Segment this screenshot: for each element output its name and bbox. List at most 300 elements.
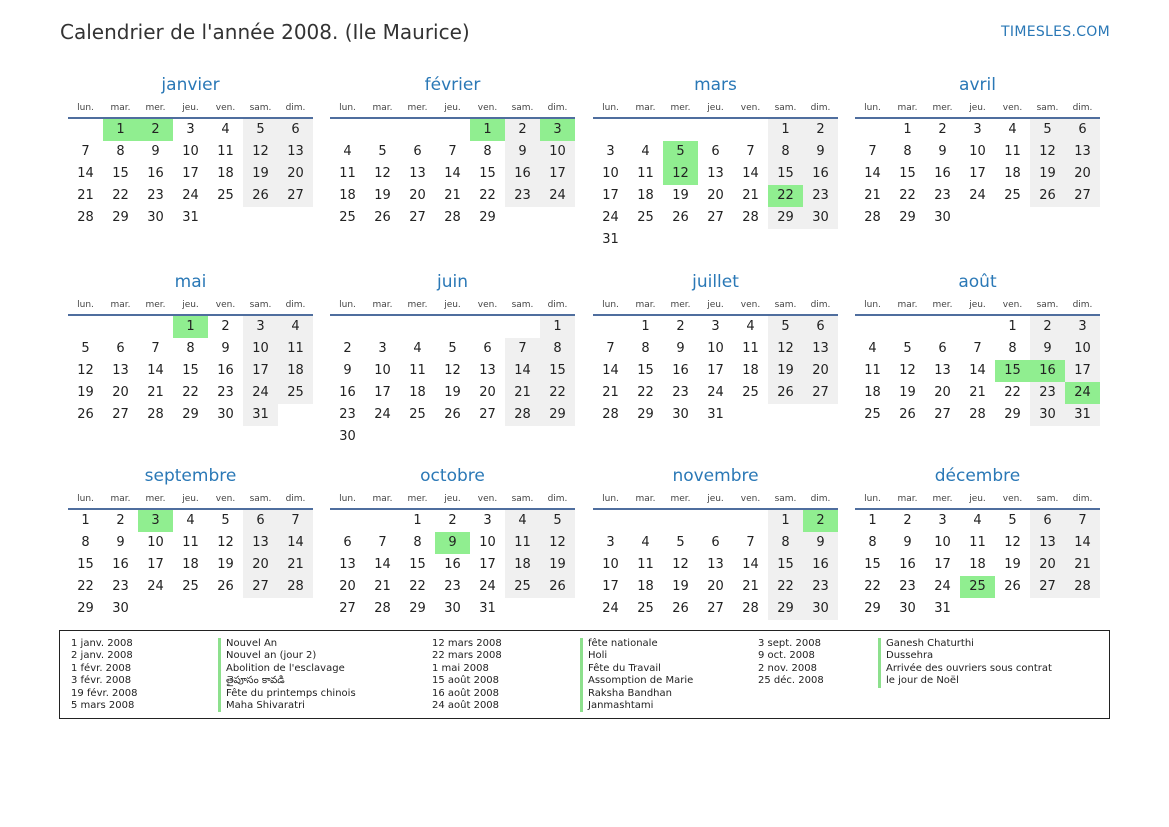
day-cell: 28 (1065, 576, 1100, 598)
empty-cell (435, 316, 470, 338)
day-cell: 30 (1030, 404, 1065, 426)
day-cell: 17 (182, 166, 199, 181)
day-cell: 3 (378, 341, 387, 356)
day-cell: 6 (278, 119, 313, 141)
day-grid (330, 510, 575, 620)
day-cell: 22 (112, 188, 129, 203)
day-cell: 14 (1065, 532, 1100, 554)
empty-cell (960, 316, 995, 338)
day-cell: 20 (339, 579, 356, 594)
weekday-label: ven. (477, 494, 498, 504)
weekday-header (855, 490, 1100, 510)
legend-date: 25 déc. 2008 (758, 675, 824, 687)
day-cell: 12 (1004, 535, 1021, 550)
day-cell: 31 (479, 601, 496, 616)
weekday-label: sam. (1036, 494, 1059, 504)
day-cell: 11 (278, 338, 313, 360)
weekday-header (330, 99, 575, 119)
day-cell: 21 (147, 385, 164, 400)
empty-cell (400, 316, 435, 338)
day-grid (68, 316, 313, 426)
weekday-label: sam. (1036, 300, 1059, 310)
weekday-header (68, 296, 313, 316)
day-cell: 3 (483, 513, 492, 528)
day-cell: 20 (707, 188, 724, 203)
day-cell: 28 (864, 210, 881, 225)
day-cell: 3 (711, 319, 720, 334)
day-cell: 8 (413, 535, 422, 550)
day-cell: 1 (768, 119, 803, 141)
day-cell: 9 (803, 141, 838, 163)
weekday-header (330, 490, 575, 510)
page-title: Calendrier de l'année 2008. (Ile Maurice) (60, 20, 470, 44)
day-cell: 2 (903, 513, 912, 528)
weekday-label: jeu. (969, 103, 986, 113)
legend-date: 1 févr. 2008 (71, 662, 132, 674)
weekday-label: lun. (77, 103, 94, 113)
empty-cell (698, 510, 733, 532)
weekday-label: sam. (511, 300, 534, 310)
holiday-day: 1 (173, 316, 208, 338)
day-cell: 14 (278, 532, 313, 554)
holiday-day: 9 (435, 532, 470, 554)
day-cell: 19 (1004, 557, 1021, 572)
legend-holiday-name: fête nationale (580, 638, 693, 650)
day-cell: 7 (278, 510, 313, 532)
day-cell: 9 (505, 141, 540, 163)
empty-cell (400, 119, 435, 141)
weekday-label: sam. (511, 494, 534, 504)
legend-dates-column (71, 638, 138, 712)
day-cell: 30 (112, 601, 129, 616)
day-cell: 4 (505, 510, 540, 532)
day-cell: 8 (116, 144, 125, 159)
day-cell: 31 (243, 404, 278, 426)
day-cell: 9 (221, 341, 230, 356)
empty-cell (505, 316, 540, 338)
weekday-label: ven. (215, 300, 236, 310)
day-cell: 10 (540, 141, 575, 163)
day-cell: 7 (378, 535, 387, 550)
day-cell: 23 (217, 385, 234, 400)
day-cell: 16 (339, 385, 356, 400)
weekday-header (855, 296, 1100, 316)
day-cell: 2 (448, 513, 457, 528)
day-cell: 21 (505, 382, 540, 404)
day-cell: 10 (934, 535, 951, 550)
day-cell: 8 (768, 141, 803, 163)
legend-holiday-name: Maha Shivaratri (218, 700, 356, 712)
day-cell: 4 (343, 144, 352, 159)
site-logo-link[interactable]: TIMESLES.COM (1001, 24, 1110, 40)
legend-date: 22 mars 2008 (432, 650, 502, 662)
day-cell: 24 (540, 185, 575, 207)
weekday-label: dim. (1072, 300, 1093, 310)
day-cell: 14 (864, 166, 881, 181)
legend-date: 5 mars 2008 (71, 699, 135, 711)
day-cell: 18 (637, 579, 654, 594)
day-cell: 9 (1030, 338, 1065, 360)
weekday-label: dim. (810, 494, 831, 504)
day-cell: 1 (81, 513, 90, 528)
day-cell: 7 (1065, 510, 1100, 532)
empty-cell (593, 510, 628, 532)
day-cell: 23 (934, 188, 951, 203)
day-cell: 28 (742, 601, 759, 616)
weekday-label: dim. (1072, 103, 1093, 113)
day-cell: 24 (707, 385, 724, 400)
day-cell: 7 (746, 144, 755, 159)
day-cell: 17 (147, 557, 164, 572)
day-cell: 18 (339, 188, 356, 203)
legend-date: 1 mai 2008 (432, 662, 489, 674)
empty-cell (365, 119, 400, 141)
day-cell: 3 (938, 513, 947, 528)
day-cell: 24 (602, 601, 619, 616)
empty-cell (593, 316, 628, 338)
day-cell: 23 (899, 579, 916, 594)
day-cell: 3 (1065, 316, 1100, 338)
day-cell: 16 (444, 557, 461, 572)
day-cell: 18 (409, 385, 426, 400)
month-11 (593, 462, 838, 620)
weekday-label: lun. (864, 300, 881, 310)
day-cell: 11 (339, 166, 356, 181)
day-cell: 17 (374, 385, 391, 400)
empty-cell (855, 316, 890, 338)
day-cell: 15 (182, 363, 199, 378)
day-cell: 12 (540, 532, 575, 554)
holiday-day: 22 (768, 185, 803, 207)
weekday-label: jeu. (707, 494, 724, 504)
legend-holiday-name: Nouvel An (218, 638, 356, 650)
weekday-label: ven. (477, 300, 498, 310)
day-cell: 4 (641, 535, 650, 550)
day-cell: 4 (278, 316, 313, 338)
day-cell: 24 (479, 579, 496, 594)
day-cell: 8 (768, 532, 803, 554)
weekday-label: lun. (339, 494, 356, 504)
day-cell: 30 (803, 598, 838, 620)
legend-date: 3 févr. 2008 (71, 675, 132, 687)
day-cell: 5 (1030, 119, 1065, 141)
day-cell: 21 (278, 554, 313, 576)
weekday-header (68, 490, 313, 510)
day-cell: 12 (768, 338, 803, 360)
day-cell: 2 (938, 122, 947, 137)
day-cell: 12 (672, 557, 689, 572)
day-cell: 24 (602, 210, 619, 225)
day-cell: 21 (374, 579, 391, 594)
empty-cell (435, 119, 470, 141)
day-cell: 19 (899, 385, 916, 400)
day-cell: 17 (479, 557, 496, 572)
day-cell: 8 (868, 535, 877, 550)
day-grid (330, 119, 575, 229)
day-cell: 14 (374, 557, 391, 572)
weekday-label: mar. (897, 494, 918, 504)
day-cell: 10 (479, 535, 496, 550)
day-cell: 16 (672, 363, 689, 378)
day-cell: 5 (448, 341, 457, 356)
empty-cell (330, 316, 365, 338)
weekday-label: lun. (77, 300, 94, 310)
day-cell: 21 (742, 188, 759, 203)
day-cell: 31 (182, 210, 199, 225)
empty-cell (733, 510, 768, 532)
day-cell: 20 (803, 360, 838, 382)
month-7 (593, 268, 838, 426)
day-cell: 6 (1030, 510, 1065, 532)
holiday-day: 1 (103, 119, 138, 141)
legend-holiday-name: Arrivée des ouvriers sous contrat (878, 663, 1052, 675)
day-cell: 19 (540, 554, 575, 576)
day-cell: 22 (77, 579, 94, 594)
day-cell: 22 (409, 579, 426, 594)
month-5 (68, 268, 313, 426)
day-cell: 11 (182, 535, 199, 550)
day-cell: 2 (1030, 316, 1065, 338)
day-cell: 24 (147, 579, 164, 594)
day-cell: 23 (444, 579, 461, 594)
legend-holiday-name: le jour de Noël (878, 675, 1052, 687)
day-cell: 28 (505, 404, 540, 426)
day-cell: 25 (339, 210, 356, 225)
weekday-label: dim. (285, 494, 306, 504)
day-cell: 29 (864, 601, 881, 616)
day-cell: 17 (602, 579, 619, 594)
day-cell: 9 (343, 363, 352, 378)
day-cell: 13 (1065, 141, 1100, 163)
weekday-label: dim. (547, 494, 568, 504)
day-cell: 11 (505, 532, 540, 554)
weekday-label: ven. (215, 494, 236, 504)
day-cell: 26 (540, 576, 575, 598)
day-cell: 28 (742, 210, 759, 225)
weekday-label: ven. (740, 103, 761, 113)
day-cell: 22 (479, 188, 496, 203)
day-cell: 27 (1030, 576, 1065, 598)
day-cell: 17 (602, 188, 619, 203)
weekday-label: sam. (511, 103, 534, 113)
day-cell: 1 (540, 316, 575, 338)
day-cell: 30 (934, 210, 951, 225)
day-cell: 5 (903, 341, 912, 356)
legend-date: 1 janv. 2008 (71, 638, 133, 649)
month-1 (68, 71, 313, 229)
day-cell: 17 (707, 363, 724, 378)
day-cell: 13 (243, 532, 278, 554)
day-cell: 25 (864, 407, 881, 422)
day-cell: 25 (182, 579, 199, 594)
day-cell: 27 (934, 407, 951, 422)
day-cell: 11 (409, 363, 426, 378)
day-cell: 3 (243, 316, 278, 338)
day-cell: 21 (864, 188, 881, 203)
empty-cell (663, 510, 698, 532)
day-cell: 19 (444, 385, 461, 400)
empty-cell (925, 316, 960, 338)
day-cell: 15 (540, 360, 575, 382)
weekday-label: ven. (740, 494, 761, 504)
day-cell: 4 (221, 122, 230, 137)
month-name: décembre (934, 466, 1021, 486)
day-cell: 26 (444, 407, 461, 422)
day-cell: 17 (934, 557, 951, 572)
day-cell: 2 (676, 319, 685, 334)
holiday-day: 12 (663, 163, 698, 185)
day-cell: 8 (641, 341, 650, 356)
day-cell: 13 (707, 557, 724, 572)
weekday-label: mer. (407, 494, 428, 504)
day-cell: 30 (339, 429, 356, 444)
day-cell: 7 (973, 341, 982, 356)
day-cell: 14 (147, 363, 164, 378)
day-cell: 25 (217, 188, 234, 203)
day-cell: 23 (803, 185, 838, 207)
day-cell: 19 (1030, 163, 1065, 185)
weekday-label: mer. (670, 494, 691, 504)
month-name: octobre (420, 466, 485, 486)
weekday-label: mar. (635, 300, 656, 310)
legend-holiday-name: Janmashtami (580, 700, 693, 712)
day-cell: 22 (864, 579, 881, 594)
day-cell: 27 (707, 210, 724, 225)
day-cell: 5 (221, 513, 230, 528)
day-cell: 23 (803, 576, 838, 598)
day-cell: 13 (409, 166, 426, 181)
day-cell: 14 (77, 166, 94, 181)
day-cell: 3 (973, 122, 982, 137)
weekday-label: mer. (932, 103, 953, 113)
day-cell: 12 (243, 141, 278, 163)
legend-date: 12 mars 2008 (432, 638, 502, 649)
day-cell: 27 (707, 601, 724, 616)
day-cell: 20 (1030, 554, 1065, 576)
day-cell: 27 (479, 407, 496, 422)
day-cell: 25 (278, 382, 313, 404)
weekday-label: mer. (932, 494, 953, 504)
legend-dates-column (432, 638, 502, 712)
day-cell: 16 (803, 163, 838, 185)
day-cell: 18 (217, 166, 234, 181)
day-cell: 29 (112, 210, 129, 225)
weekday-label: sam. (774, 103, 797, 113)
day-cell: 7 (81, 144, 90, 159)
day-cell: 11 (637, 557, 654, 572)
day-cell: 13 (707, 166, 724, 181)
month-2 (330, 71, 575, 229)
weekday-label: dim. (810, 300, 831, 310)
day-cell: 27 (243, 576, 278, 598)
weekday-label: mer. (670, 103, 691, 113)
day-cell: 25 (505, 576, 540, 598)
legend-holiday-name: Abolition de l'esclavage (218, 663, 356, 675)
weekday-label: jeu. (182, 300, 199, 310)
day-cell: 24 (934, 579, 951, 594)
holiday-day: 5 (663, 141, 698, 163)
day-cell: 8 (186, 341, 195, 356)
day-cell: 24 (182, 188, 199, 203)
day-cell: 5 (243, 119, 278, 141)
weekday-label: sam. (774, 300, 797, 310)
month-name: septembre (144, 466, 237, 486)
day-cell: 18 (278, 360, 313, 382)
day-cell: 6 (343, 535, 352, 550)
legend-date: 3 sept. 2008 (758, 638, 821, 649)
day-cell: 22 (899, 188, 916, 203)
weekday-label: jeu. (707, 300, 724, 310)
day-cell: 29 (540, 404, 575, 426)
weekday-label: mar. (897, 300, 918, 310)
legend-names-column (218, 638, 356, 712)
day-cell: 8 (483, 144, 492, 159)
day-cell: 20 (1065, 163, 1100, 185)
day-cell: 29 (77, 601, 94, 616)
month-name: février (424, 75, 481, 95)
weekday-label: sam. (249, 103, 272, 113)
day-cell: 6 (413, 144, 422, 159)
day-cell: 7 (448, 144, 457, 159)
day-cell: 15 (899, 166, 916, 181)
empty-cell (68, 316, 103, 338)
day-cell: 22 (768, 576, 803, 598)
day-cell: 16 (934, 166, 951, 181)
day-cell: 23 (505, 185, 540, 207)
day-cell: 14 (742, 166, 759, 181)
holiday-day: 24 (1065, 382, 1100, 404)
month-3 (593, 71, 838, 251)
weekday-header (330, 296, 575, 316)
day-cell: 8 (540, 338, 575, 360)
holiday-day: 3 (540, 119, 575, 141)
day-grid (593, 316, 838, 426)
weekday-label: mer. (670, 300, 691, 310)
day-cell: 9 (116, 535, 125, 550)
empty-cell (698, 119, 733, 141)
day-cell: 23 (672, 385, 689, 400)
day-cell: 30 (672, 407, 689, 422)
month-8 (855, 268, 1100, 426)
day-cell: 1 (903, 122, 912, 137)
day-cell: 1 (1008, 319, 1017, 334)
day-cell: 26 (77, 407, 94, 422)
day-cell: 18 (864, 385, 881, 400)
weekday-label: sam. (249, 300, 272, 310)
day-cell: 14 (444, 166, 461, 181)
day-cell: 2 (803, 119, 838, 141)
day-cell: 29 (637, 407, 654, 422)
day-grid (68, 119, 313, 229)
day-cell: 5 (81, 341, 90, 356)
weekday-label: mer. (932, 300, 953, 310)
day-cell: 30 (899, 601, 916, 616)
weekday-label: lun. (602, 494, 619, 504)
day-cell: 11 (217, 144, 234, 159)
holiday-day: 3 (138, 510, 173, 532)
day-cell: 17 (243, 360, 278, 382)
day-cell: 31 (1065, 404, 1100, 426)
day-cell: 21 (1065, 554, 1100, 576)
day-cell: 12 (1030, 141, 1065, 163)
empty-cell (628, 510, 663, 532)
day-cell: 22 (1004, 385, 1021, 400)
weekday-label: lun. (339, 103, 356, 113)
month-name: août (958, 272, 997, 292)
weekday-label: lun. (602, 300, 619, 310)
weekday-label: ven. (1002, 103, 1023, 113)
empty-cell (628, 119, 663, 141)
